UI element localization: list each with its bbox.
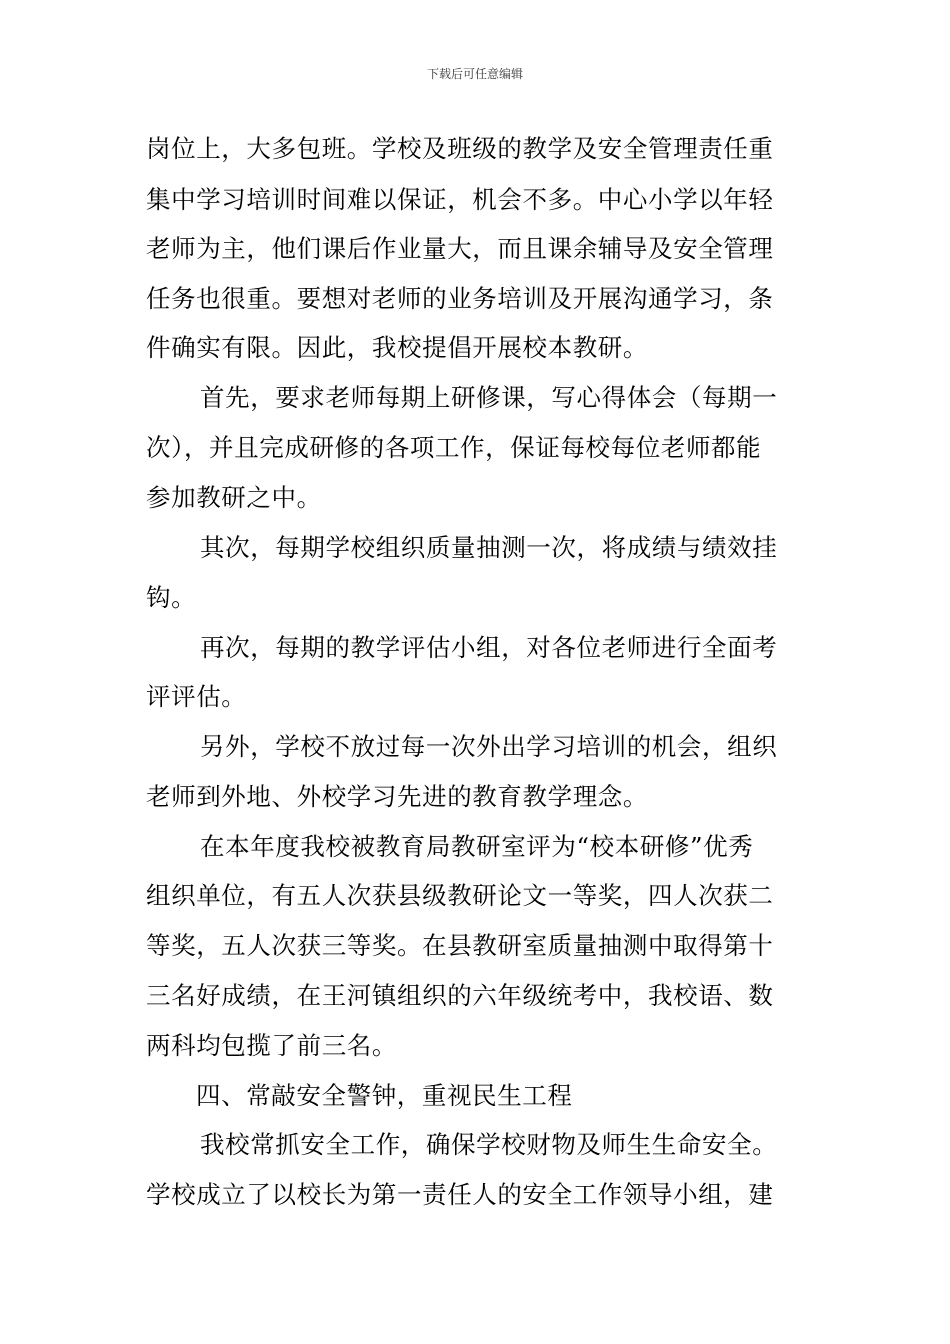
text-line: 评评估。 — [146, 682, 247, 711]
text-line: 三名好成绩，在王河镇组织的六年级统考中，我校语、数 — [146, 981, 774, 1010]
page-header: 下载后可任意编辑 — [426, 67, 523, 81]
text-line: 组织单位，有五人次获县级教研论文一等奖，四人次获二 — [146, 881, 774, 910]
text-line: 学校成立了以校长为第一责任人的安全工作领导小组，建 — [146, 1180, 774, 1209]
text-line: 钩。 — [146, 583, 197, 612]
text-line: 件确实有限。因此，我校提倡开展校本教研。 — [146, 333, 648, 362]
paragraph-first-line: 首先，要求老师每期上研修课，写心得体会（每期一 — [200, 383, 778, 412]
text-line: 任务也很重。要想对老师的业务培训及开展沟通学习，条 — [146, 284, 774, 313]
text-line: 岗位上，大多包班。学校及班级的教学及安全管理责任重 — [146, 134, 774, 163]
text-line: 参加教研之中。 — [146, 483, 322, 512]
text-line: 老师为主，他们课后作业量大，而且课余辅导及安全管理 — [146, 234, 774, 263]
text-line: 集中学习培训时间难以保证，机会不多。中心小学以年轻 — [146, 185, 774, 214]
text-line: 次），并且完成研修的各项工作，保证每校每位老师都能 — [146, 433, 762, 462]
paragraph-first-line: 再次，每期的教学评估小组，对各位老师进行全面考 — [200, 633, 778, 662]
text-line: 等奖，五人次获三等奖。在县教研室质量抽测中取得第十 — [146, 931, 774, 960]
text-line: 两科均包揽了前三名。 — [146, 1031, 397, 1060]
paragraph-first-line: 其次，每期学校组织质量抽测一次，将成绩与绩效挂 — [200, 533, 778, 562]
text-line: 老师到外地、外校学习先进的教育教学理念。 — [146, 782, 648, 811]
section-heading: 四、常敲安全警钟，重视民生工程 — [196, 1081, 573, 1110]
paragraph-first-line: 我校常抓安全工作，确保学校财物及师生生命安全。 — [200, 1130, 778, 1159]
paragraph-first-line: 另外，学校不放过每一次外出学习培训的机会，组织 — [200, 732, 778, 761]
paragraph-first-line: 在本年度我校被教育局教研室评为“校本研修”优秀 — [200, 832, 754, 861]
